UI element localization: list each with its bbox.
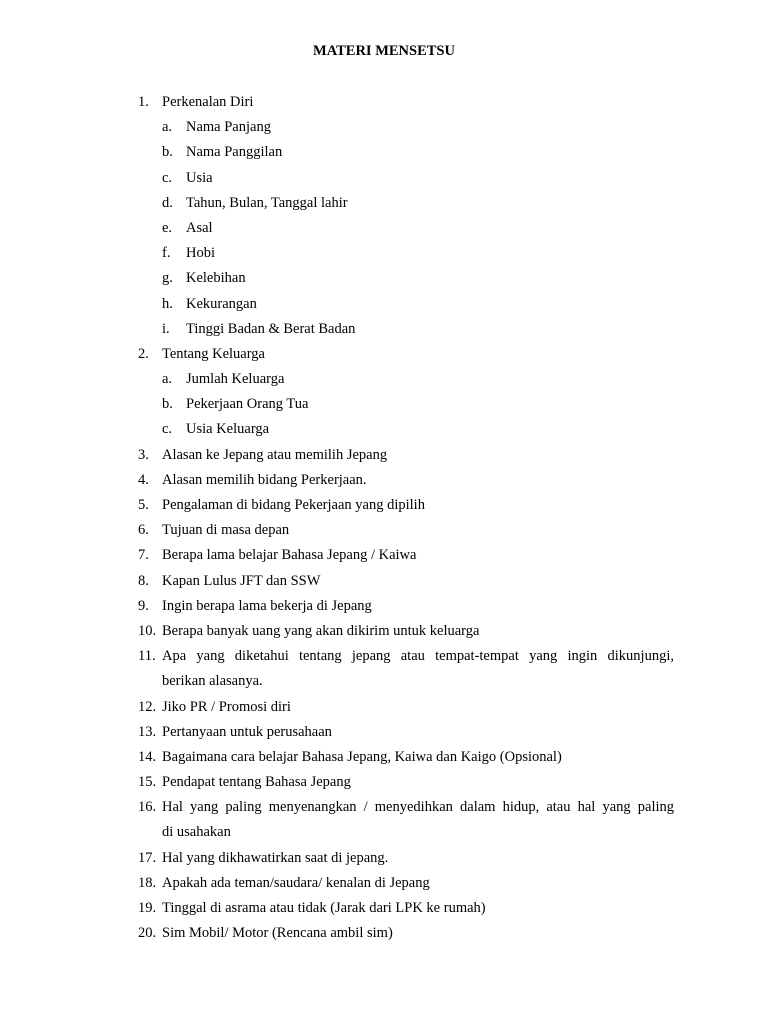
item-text: Tujuan di masa depan [162, 522, 290, 539]
list-item [0, 722, 768, 747]
item-text: Tahun, Bulan, Tanggal lahir [186, 194, 348, 211]
item-number: 14. [138, 748, 157, 765]
item-text: Kelebihan [186, 270, 246, 287]
sub-item-letter: c. [162, 169, 173, 186]
item-number: 13. [138, 723, 157, 740]
item-text: Nama Panggilan [186, 144, 283, 161]
list-item [0, 470, 768, 495]
item-number: 9. [138, 597, 149, 614]
sub-item-letter: h. [162, 295, 173, 312]
list-item [0, 571, 768, 596]
item-number: 18. [138, 874, 157, 891]
list-item [0, 848, 768, 873]
item-text: Alasan memilih bidang Perkerjaan. [162, 471, 367, 488]
sub-list-item [0, 394, 768, 419]
list-item-continuation [0, 671, 768, 696]
item-text: Perkenalan Diri [162, 94, 254, 110]
list-item [0, 344, 768, 369]
item-text: Tentang Keluarga [162, 345, 265, 362]
item-number: 5. [138, 497, 149, 513]
sub-item-letter: e. [162, 219, 173, 236]
list-item [0, 747, 768, 772]
item-text: Berapa lama belajar Bahasa Jepang / Kaiwa [162, 547, 417, 564]
item-text: Sim Mobil/ Motor (Rencana ambil sim) [162, 925, 393, 942]
item-text: Hal yang dikhawatirkan saat di jepang. [162, 849, 389, 866]
sub-list-item [0, 168, 768, 193]
list-item [0, 797, 768, 822]
item-number: 15. [138, 774, 157, 791]
item-number: 16. [138, 799, 157, 816]
item-number: 8. [138, 572, 149, 589]
list-item [0, 873, 768, 898]
item-text: Nama Panjang [186, 119, 271, 136]
list-item [0, 545, 768, 570]
item-text: Alasan ke Jepang atau memilih Jepang [162, 446, 388, 463]
sub-list-item [0, 142, 768, 167]
item-number: 7. [138, 547, 149, 564]
item-text: berikan alasanya. [162, 673, 263, 690]
item-text: Pekerjaan Orang Tua [186, 396, 309, 413]
item-number: 4. [138, 471, 149, 488]
sub-list-item [0, 243, 768, 268]
sub-item-letter: b. [162, 144, 173, 161]
list-item [0, 697, 768, 722]
item-text: di usahakan [162, 824, 231, 841]
sub-item-letter: g. [162, 270, 173, 287]
item-text: Usia [186, 169, 213, 186]
item-number: 20. [138, 925, 157, 942]
list-item [0, 772, 768, 797]
list-item [0, 520, 768, 545]
item-text: Asal [186, 219, 213, 236]
item-number: 1. [138, 94, 149, 110]
item-text: Hobi [186, 245, 215, 262]
item-number: 10. [138, 622, 157, 639]
list-item [0, 621, 768, 646]
item-text: Pertanyaan untuk perusahaan [162, 723, 332, 740]
item-text: Usia Keluarga [186, 421, 270, 438]
list-item [0, 646, 768, 671]
item-text: Kapan Lulus JFT dan SSW [162, 572, 321, 589]
item-text: Berapa banyak uang yang akan dikirim untuk keluarga [162, 622, 480, 639]
item-text: Hal yang paling menyenangkan / menyedihkan dalam hidup, atau hal yang paling [162, 799, 674, 816]
item-number: 12. [138, 698, 157, 715]
item-text: Apa yang diketahui tentang jepang atau tempat-tempat yang ingin dikunjungi, [162, 648, 674, 665]
item-text: Pendapat tentang Bahasa Jepang [162, 774, 351, 791]
list-item-continuation [0, 822, 768, 847]
item-text: Bagaimana cara belajar Bahasa Jepang, Kaiwa dan Kaigo (Opsional) [162, 748, 562, 765]
item-text: Jumlah Keluarga [186, 371, 285, 388]
item-text: Jiko PR / Promosi diri [162, 698, 291, 715]
sub-list-item [0, 268, 768, 293]
sub-item-letter: a. [162, 371, 173, 388]
item-number: 3. [138, 446, 149, 463]
sub-item-letter: f. [162, 245, 171, 262]
sub-list-item [0, 294, 768, 319]
item-text: Kekurangan [186, 295, 257, 312]
page-title: MATERI MENSETSU [313, 43, 455, 59]
list-item [0, 92, 768, 117]
item-number: 19. [138, 900, 157, 916]
sub-item-letter: b. [162, 396, 173, 413]
sub-list-item [0, 319, 768, 344]
list-item [0, 898, 768, 923]
item-text: Tinggal di asrama atau tidak (Jarak dari LPK ke rumah) [162, 900, 486, 916]
list-item [0, 445, 768, 470]
sub-item-letter: a. [162, 119, 173, 136]
interview-topics-list [0, 92, 768, 948]
item-number: 17. [138, 849, 157, 866]
item-text: Tinggi Badan & Berat Badan [186, 320, 356, 337]
list-item [0, 596, 768, 621]
sub-list-item [0, 117, 768, 142]
item-number: 6. [138, 522, 149, 539]
list-item [0, 923, 768, 948]
sub-list-item [0, 419, 768, 444]
item-text: Ingin berapa lama bekerja di Jepang [162, 597, 372, 614]
sub-item-letter: c. [162, 421, 173, 438]
sub-item-letter: d. [162, 194, 173, 211]
item-text: Apakah ada teman/saudara/ kenalan di Jepang [162, 874, 430, 891]
item-number: 2. [138, 345, 149, 362]
sub-list-item [0, 218, 768, 243]
item-text: Pengalaman di bidang Pekerjaan yang dipilih [162, 497, 425, 513]
sub-list-item [0, 369, 768, 394]
sub-list-item [0, 193, 768, 218]
list-item [0, 495, 768, 520]
sub-item-letter: i. [162, 320, 170, 337]
item-number: 11. [138, 648, 156, 665]
